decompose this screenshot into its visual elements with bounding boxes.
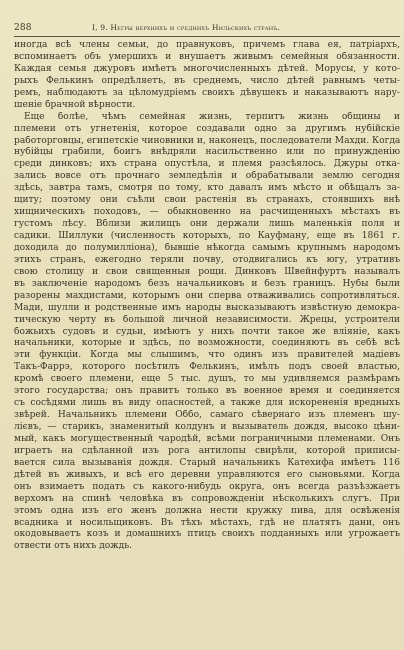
text-line: эти функціи. Когда мы слышимъ, что одинъ изъ правителей мадіевъ — [14, 350, 400, 361]
page-number: 288 — [14, 23, 32, 33]
text-line: вспоминаетъ объ умершихъ и внушаетъ живымъ семейныя обязанности. — [14, 51, 400, 62]
text-line: садики. Шиллуки (численность которыхъ, по Кауфману, еще въ 1861 г. — [14, 231, 400, 241]
text-line: доходила до полумилліона), бывшіе нѣкогда самымъ крупнымъ народомъ — [14, 242, 400, 253]
text-line: Мади, шулли и родственные имъ народы высказываютъ извѣстную демокра- — [14, 302, 400, 313]
header-rule — [14, 36, 400, 37]
text-line: верхомъ на спинѣ человѣка въ сопровожденіи нѣсколькихъ слугъ. При — [14, 493, 400, 504]
text-line: тическую черту въ большой личной независимости. Жрецы, устроители — [14, 314, 400, 325]
text-line: свою столицу и свои священныя рощи. Динковъ Швейнфуртъ называлъ — [14, 266, 400, 277]
text-line: Каждая семья джуровъ имѣетъ многочисленныхъ дѣтей. Морусы, у кото- — [14, 63, 400, 74]
text-line: всадника и носильщиковъ. Въ тѣхъ мѣстахъ, гдѣ не платятъ дани, онъ — [14, 517, 400, 528]
body-text — [14, 40, 400, 553]
text-line: здѣсь, завтра тамъ, смотря по тому, кто давалъ имъ мѣсто и обѣщалъ за- — [14, 183, 400, 194]
text-line: играетъ на сдѣланной изъ рога антилопы свирѣли, которой приписы- — [14, 445, 400, 456]
text-line: этихъ странъ, ежегодно теряли почву, отодвигались къ югу, утративъ — [14, 254, 400, 265]
text-line: племени отъ угнетенія, которое создавали одно за другимъ нубійскіе — [14, 123, 400, 134]
text-line: разорены махдистами, которымъ они сперва отваживались сопротивляться. — [14, 290, 400, 301]
text-line: рыхъ Фелькинъ опредѣляетъ, въ среднемъ, число дѣтей равнымъ четы- — [14, 75, 400, 86]
text-line: среди динковъ; ихъ страна опустѣла, и племя разсѣялось. Джуры отка- — [14, 159, 400, 170]
text-line: съ сосѣдями лишь въ виду опасностей, а также для искорененія вредныхъ — [14, 398, 400, 409]
text-line: въ заключеніе народомъ безъ начальниковъ и безъ границъ. Нубы были — [14, 278, 400, 289]
running-header — [14, 22, 400, 34]
text-line: зались вовсе отъ прочнаго земледѣлія и обрабатывали землю сегодня — [14, 171, 400, 182]
text-line: вается сила вызыванія дождя. Старый начальникъ Катехифа имѣетъ 116 — [14, 457, 400, 468]
text-line: мый, какъ могущественный чародѣй, всѣми пограничными племенами. Онъ — [14, 433, 400, 444]
text-line: лієвъ, — старикъ, знаменитый колдунъ и вызыватель дождя, высоко цѣни- — [14, 422, 400, 432]
running-title: I, 9. Негры верхнихъ и среднихъ Нильскихъ странъ. — [92, 23, 280, 32]
text-line: этомъ одна изъ его женъ должна нести кружку пива, для освѣженія — [14, 505, 400, 516]
text-line: кромѣ своего племени, еще 5 тыс. душъ, то мы удивляемся размѣрамъ — [14, 374, 400, 385]
text-line: шеніе брачной вѣрности. — [14, 99, 136, 110]
text-line: дѣтей въ живыхъ, и всѣ его деревни управляются его сыновьями. Когда — [14, 469, 400, 480]
text-line: онъ взимаетъ подать съ какого-нибудь округа, онъ всегда разъѣзжаетъ — [14, 481, 400, 492]
text-line: работорговцы, египетскіе чиновники и, наконецъ, последователи Махди. Когда — [14, 135, 400, 146]
text-line: этого государства; онъ правитъ только въ военное время и соединяется — [14, 386, 400, 397]
text-line: нубійцы грабили, боигъ внѣдряли насильственно или по принужденію — [14, 147, 400, 158]
text-line: щиту; поэтому они съѣли свои растенія въ странахъ, стоявшихъ внѣ — [14, 195, 400, 206]
text-line: ремъ, наблюдаютъ за цѣломудріемъ своихъ дѣвушекъ и наказываютъ нару- — [14, 87, 400, 98]
text-line: хищническихъ походовъ, — обыкновенно на расчищенныхъ мѣстахъ въ — [14, 207, 400, 218]
text-line: Еще болѣе, чѣмъ семейная жизнь, терпитъ жизнь общины и — [24, 111, 400, 122]
text-line: иногда всѣ члены семьи, до правнуковъ, причемъ глава ея, патріархъ, — [14, 40, 400, 50]
text-line: окодовываетъ козъ и домашнихъ птицъ своихъ подданныхъ или угрожаетъ — [14, 529, 400, 540]
text-line: звѣрей. Начальникъ племени Оббо, самаго сѣвернаго изъ племенъ шу- — [14, 410, 400, 421]
text-line: отвести отъ нихъ дождь. — [14, 541, 133, 552]
text-line: начальники, которые и здѣсь, по возможности, соединяютъ въ себѣ всѣ — [14, 338, 400, 349]
text-line: густомъ лѣсу. Вблизи жилищъ они держали лишь маленькія поля и — [14, 219, 400, 230]
text-line: Такъ-Фаррэ, которого посѣтилъ Фелькинъ, имѣлъ подъ своей властью, — [14, 362, 400, 373]
text-line: божьихъ судовъ и судьи, имѣютъ у нихъ почти такое же вліяніе, какъ — [14, 326, 400, 337]
